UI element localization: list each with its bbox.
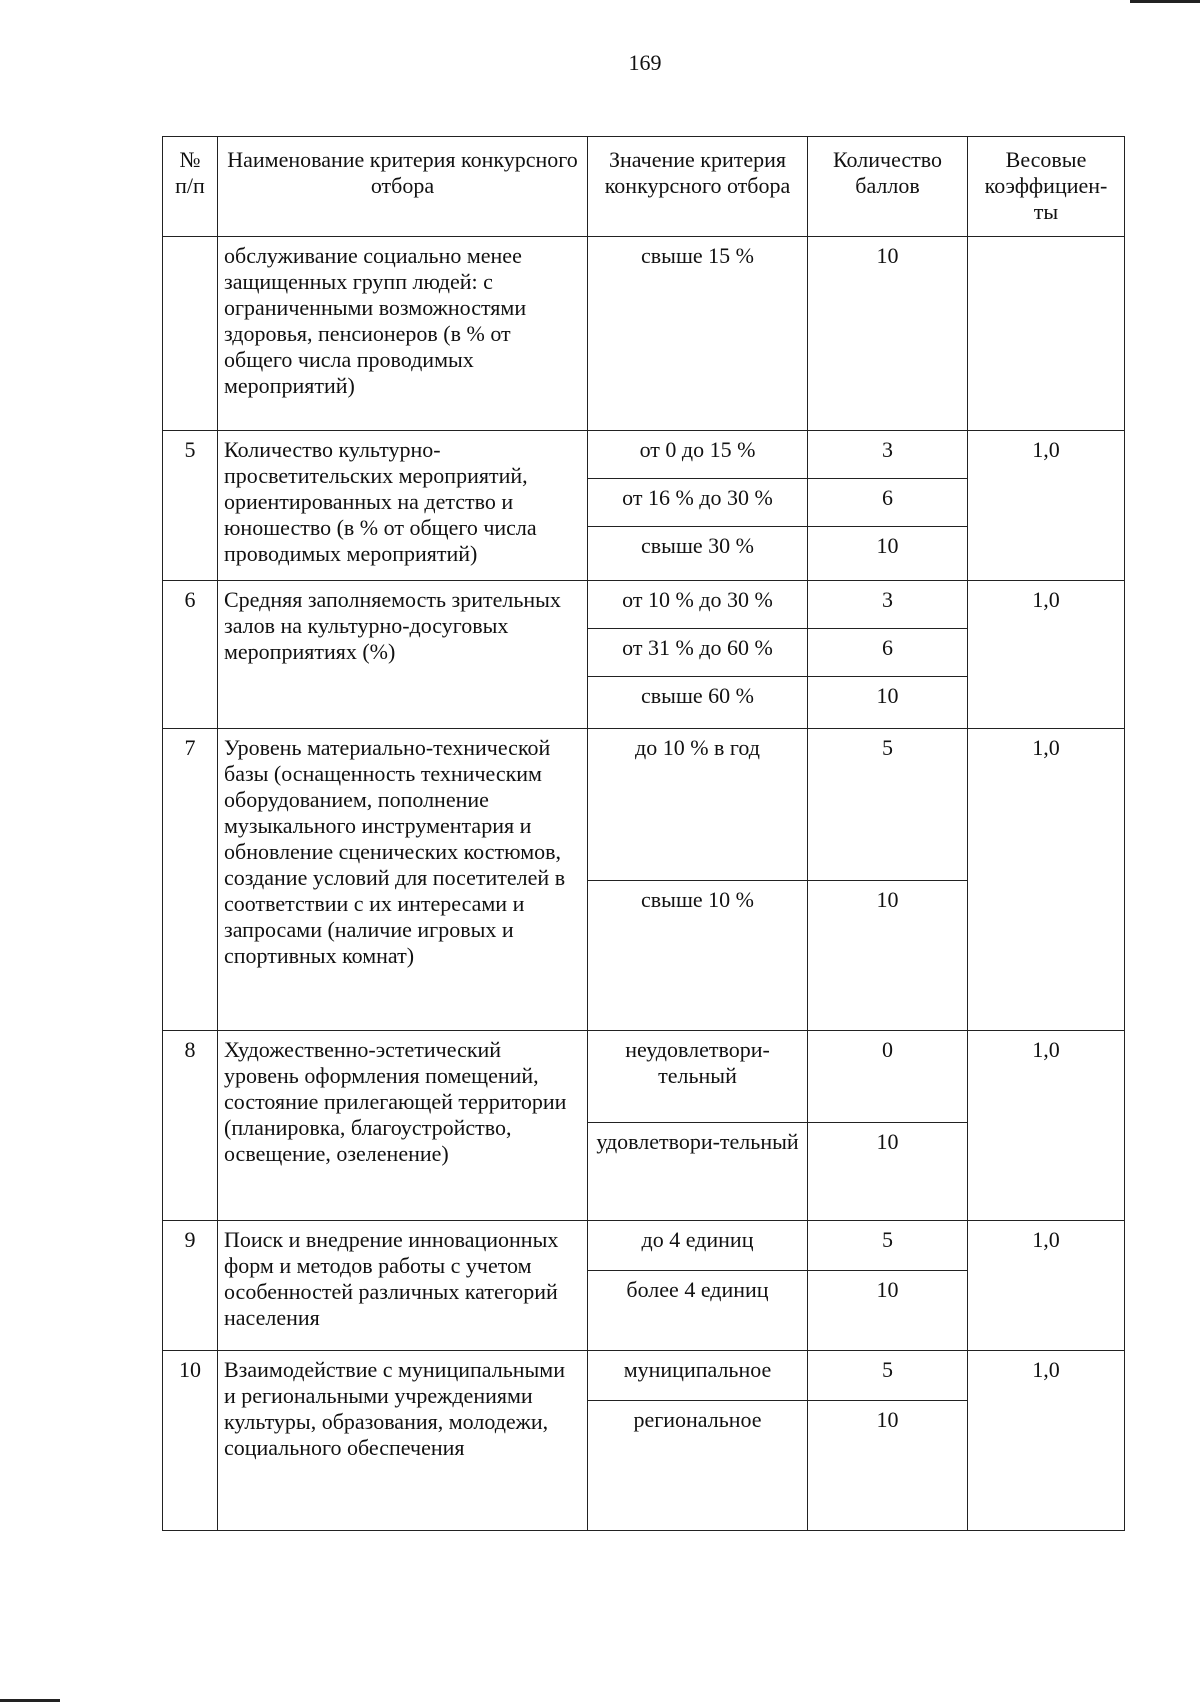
scan-edge-line: [1130, 0, 1200, 3]
cell-criterion-name: Художественно-эстетический уровень оформления помещений, состояние прилегающей территории (планировка, благоустройство, освещение, озеленение): [218, 1031, 588, 1221]
cell-points: 3: [808, 581, 968, 629]
cell-weight: 1,0: [968, 581, 1125, 729]
cell-criterion-value: до 10 % в год: [588, 729, 808, 881]
cell-points: 5: [808, 729, 968, 881]
cell-criterion-name: Количество культурно-просветительских мероприятий, ориентированных на детство и юношество (в % от общего числа проводимых мероприятий): [218, 431, 588, 581]
table-row: [163, 1221, 1125, 1271]
cell-num: [163, 237, 218, 431]
cell-num: 10: [163, 1351, 218, 1531]
cell-criterion-value: свыше 60 %: [588, 677, 808, 729]
header-num: № п/п: [163, 137, 218, 237]
cell-criterion-name: Поиск и внедрение инновационных форм и методов работы с учетом особенностей различных категорий населения: [218, 1221, 588, 1351]
cell-weight: [968, 237, 1125, 431]
table-row: [163, 729, 1125, 881]
cell-criterion-name: Средняя заполняемость зрительных залов на культурно-досуговых мероприятиях (%): [218, 581, 588, 729]
cell-criterion-value: региональное: [588, 1401, 808, 1531]
cell-criterion-value: свыше 15 %: [588, 237, 808, 431]
cell-weight: 1,0: [968, 729, 1125, 1031]
cell-points: 10: [808, 1271, 968, 1351]
cell-points: 5: [808, 1351, 968, 1401]
cell-weight: 1,0: [968, 1031, 1125, 1221]
cell-num: 7: [163, 729, 218, 1031]
cell-points: 3: [808, 431, 968, 479]
cell-num: 8: [163, 1031, 218, 1221]
cell-points: 5: [808, 1221, 968, 1271]
cell-criterion-name: Взаимодействие с муниципальными и региональными учреждениями культуры, образования, молодежи, социального обеспечения: [218, 1351, 588, 1531]
cell-weight: 1,0: [968, 431, 1125, 581]
cell-criterion-value: от 16 % до 30 %: [588, 479, 808, 527]
cell-criterion-name: обслуживание социально менее защищенных групп людей: с ограниченными возможностями здоровья, пенсионеров (в % от общего числа проводимых мероприятий): [218, 237, 588, 431]
header-points: Количество баллов: [808, 137, 968, 237]
cell-criterion-value: удовлетвори-тельный: [588, 1123, 808, 1221]
cell-criterion-value: от 31 % до 60 %: [588, 629, 808, 677]
scan-edge-line: [0, 1699, 60, 1702]
cell-criterion-value: свыше 30 %: [588, 527, 808, 581]
table-row: [163, 581, 1125, 629]
cell-criterion-value: свыше 10 %: [588, 881, 808, 1031]
cell-points: 10: [808, 237, 968, 431]
cell-points: 10: [808, 1123, 968, 1221]
criteria-table: [162, 136, 1125, 1531]
header-value: Значение критерия конкурсного отбора: [588, 137, 808, 237]
header-name: Наименование критерия конкурсного отбора: [218, 137, 588, 237]
cell-weight: 1,0: [968, 1351, 1125, 1531]
cell-criterion-value: до 4 единиц: [588, 1221, 808, 1271]
cell-points: 10: [808, 881, 968, 1031]
cell-criterion-value: от 0 до 15 %: [588, 431, 808, 479]
cell-criterion-value: муниципальное: [588, 1351, 808, 1401]
table-row: [163, 1351, 1125, 1401]
cell-criterion-value: более 4 единиц: [588, 1271, 808, 1351]
cell-points: 10: [808, 1401, 968, 1531]
cell-criterion-value: от 10 % до 30 %: [588, 581, 808, 629]
cell-points: 6: [808, 629, 968, 677]
table-row: [163, 1031, 1125, 1123]
cell-weight: 1,0: [968, 1221, 1125, 1351]
cell-criterion-value: неудовлетвори-тельный: [588, 1031, 808, 1123]
cell-points: 0: [808, 1031, 968, 1123]
cell-points: 10: [808, 527, 968, 581]
cell-points: 6: [808, 479, 968, 527]
page-number: 169: [628, 50, 662, 75]
header-weight: Весовые коэффициен-ты: [968, 137, 1125, 237]
cell-num: 5: [163, 431, 218, 581]
cell-num: 6: [163, 581, 218, 729]
table-row: [163, 237, 1125, 431]
cell-num: 9: [163, 1221, 218, 1351]
cell-criterion-name: Уровень материально-технической базы (оснащенность техническим оборудованием, пополнение музыкального инструментария и обновление сценических костюмов, создание условий для посетителей в соответствии с их интересами и запросами (наличие игровых и спортивных комнат): [218, 729, 588, 1031]
table-row: [163, 431, 1125, 479]
cell-points: 10: [808, 677, 968, 729]
